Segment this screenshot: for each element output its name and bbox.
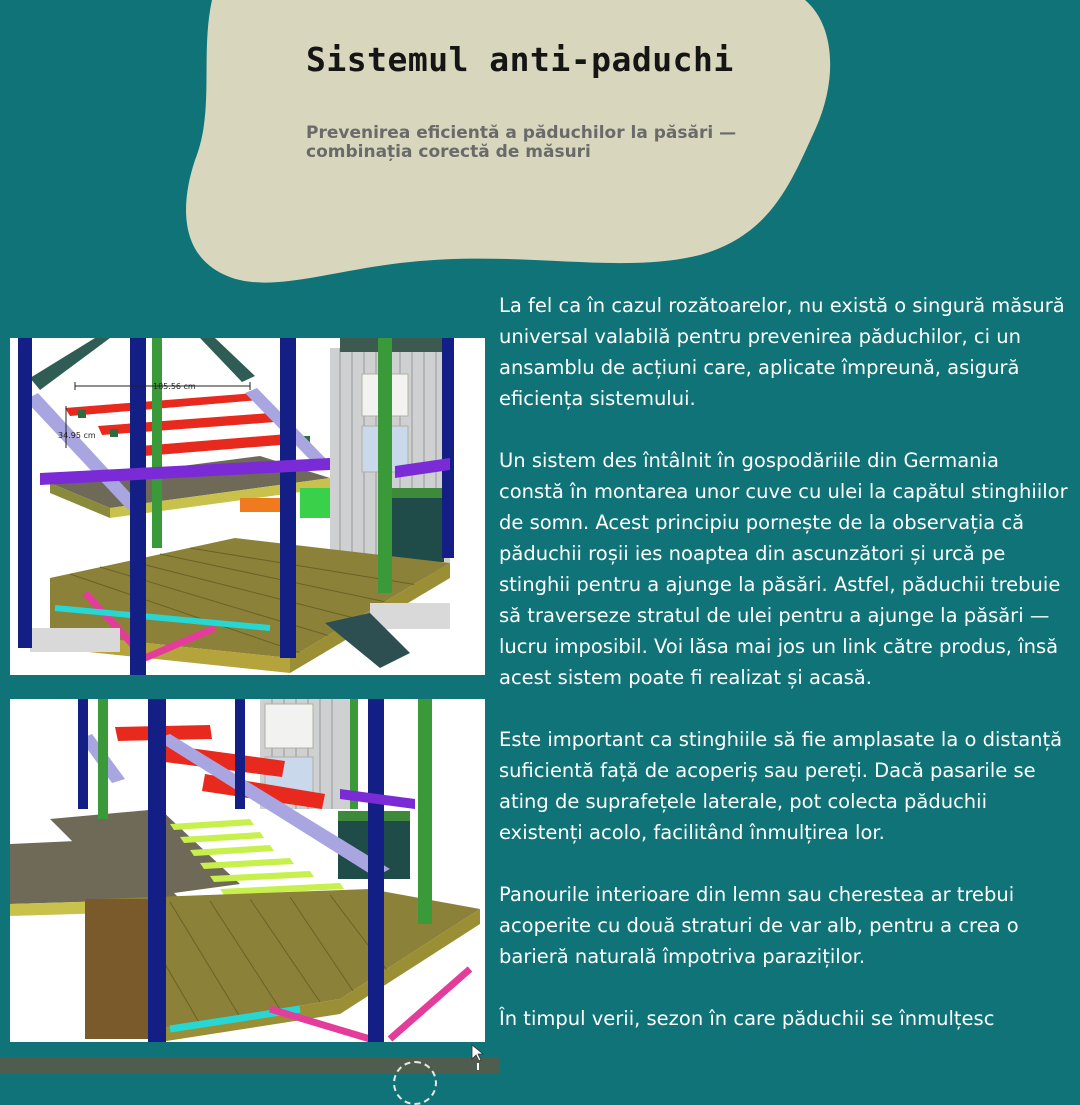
cursor-icon [470,1043,486,1071]
paragraph-whitewash: Panourile interioare din lemn sau cherestea ar trebui acoperite cu două straturi de var alb, pentru a crea o barieră naturală împotriva paraziților. [499,883,1019,968]
page-title: Sistemul anti-paduchi [306,40,734,79]
coop-perch-rendering-top [10,338,485,675]
paragraph-oil-trays: Un sistem des întâlnit în gospodăriile din Germania constă în montarea unor cuve cu ulei la capătul stinghiilor de somn. Acest principiu pornește de la observația că păduchii roșii ies noaptea din ascunzători și urcă pe stinghii pentru a ajunge la păsări. Astfel, păduchii trebuie să traverseze stratul de ulei pentru a ajunge la păsări — lucru imposibil. Voi lăsa mai jos un link către produs, însă acest sistem poate fi realizat și acasă. [499,449,1068,689]
dimension-label-width: 185.56 cm [153,382,196,391]
page-subtitle: Prevenirea eficientă a păduchilor la păsări — combinația corectă de măsuri [306,123,737,162]
paragraph-intro: La fel ca în cazul rozătoarelor, nu există o singură măsură universal valabilă pentru prevenirea păduchilor, ci un ansamblu de acțiuni care, aplicate împreună, asigură eficiența sistemului. [499,294,1065,410]
coop-perch-rendering-bottom [10,699,485,1042]
dimension-label-height: 34.95 cm [58,431,96,440]
dashed-circle-icon[interactable] [393,1061,437,1105]
article-body [499,290,1069,1065]
paragraph-summer: În timpul verii, sezon în care păduchii se înmulțesc [499,1007,995,1030]
paragraph-perch-distance: Este important ca stinghiile să fie amplasate la o distanță suficientă față de acoperiș sau pereți. Dacă pasarile se ating de suprafețele laterale, pot colecta păduchii existenți acolo, facilitând înmulțirea lor. [499,728,1063,844]
